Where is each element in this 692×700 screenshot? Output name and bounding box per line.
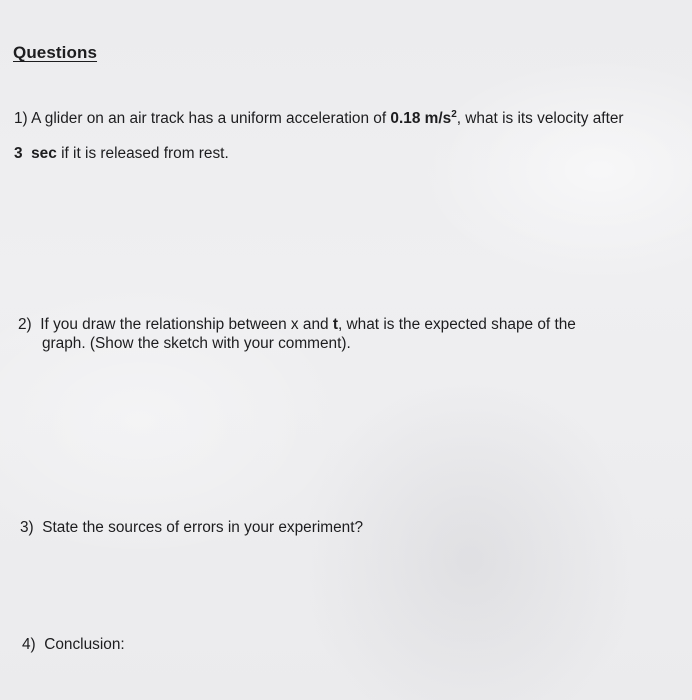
acceleration-value: 0.18 (390, 110, 421, 127)
question-1-text-before: A glider on an air track has a uniform acceleration of (27, 110, 391, 127)
question-2-number: 2) (18, 316, 32, 333)
question-2-text-before: If you draw the relationship between x and (40, 316, 333, 333)
time-unit: sec (31, 145, 57, 162)
question-4 (22, 637, 125, 652)
unit-exponent: 2 (451, 109, 457, 120)
question-2-bold-t: t (332, 316, 338, 333)
question-3 (20, 520, 363, 535)
question-4-text: Conclusion: (44, 636, 125, 653)
question-1-number: 1) (14, 110, 28, 127)
question-2-line-2: graph. (Show the sketch with your comment). (42, 335, 351, 352)
time-value: 3 (14, 145, 23, 162)
question-3-number: 3) (20, 519, 34, 536)
question-3-text: State the sources of errors in your experiment? (42, 519, 364, 536)
acceleration-unit: m/s (420, 110, 452, 127)
question-1-text-after: , what is its velocity after (456, 110, 624, 127)
question-2-line-1 (18, 317, 576, 332)
page-title: Questions (13, 43, 98, 62)
question-1-line-2 (14, 146, 229, 161)
question-2-text-after: , what is the expected shape of the (338, 316, 576, 333)
question-4-number: 4) (22, 636, 36, 653)
question-1-line-1 (14, 110, 624, 126)
question-1-line-2-rest: if it is released from rest. (56, 145, 229, 162)
